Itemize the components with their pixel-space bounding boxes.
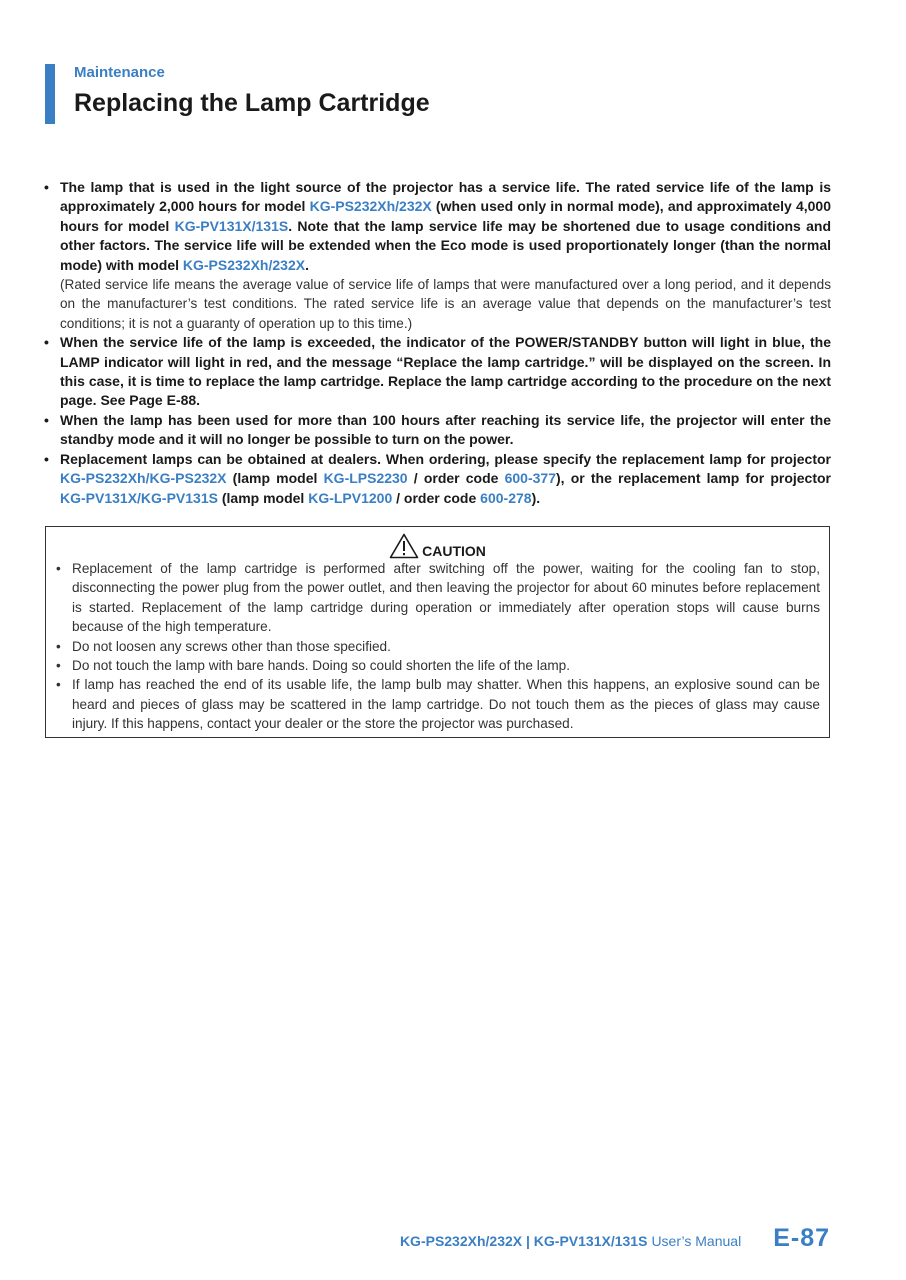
- caution-title: CAUTION: [422, 543, 486, 559]
- model-link: KG-PS232Xh/232X: [309, 198, 432, 215]
- order-code: 600-278: [480, 489, 532, 506]
- bullet: •: [56, 677, 61, 693]
- note-item-replacement-order: • Replacement lamps can be obtained at dealers. When ordering, please specify the replacement lamp for projector KG-PS232Xh/KG-PS232X (lamp model KG-LPS2230 / order code 600-377), or the replacement lamp for projector KG-PV131X/KG-PV131S (lamp model KG-LPV1200 / order code 600-278).: [44, 450, 832, 506]
- caution-box: [45, 526, 830, 738]
- bullet: •: [44, 334, 49, 351]
- bullet: •: [56, 561, 61, 576]
- bullet: •: [44, 450, 49, 467]
- bullet: •: [44, 179, 49, 195]
- order-code: 600-377: [504, 470, 556, 487]
- caution-heading: [46, 533, 829, 559]
- lamp-model: KG-LPV1200: [308, 489, 393, 506]
- note-item-indicator: • When the service life of the lamp is exceeded, the indicator of the POWER/STANDBY button will light in blue, the LAMP indicator will light in red, and the message “Replace the lamp cartridge.” will be displayed on the screen. In this case, it is time to replace the lamp cartridge. Replace the lamp cartridge according to the procedure on the next page. See Page E-88.: [44, 334, 831, 409]
- notes-list: [44, 178, 831, 508]
- footer-manual-label: User’s Manual: [651, 1233, 742, 1249]
- warning-triangle-icon: [389, 533, 419, 559]
- bullet: •: [44, 411, 49, 428]
- section-label: Maintenance: [74, 64, 165, 81]
- caution-item: • If lamp has reached the end of its usable life, the lamp bulb may shatter. When this happens, an explosive sound can be heard and pieces of glass may be scattered in the lamp cartridge. Do not touch them as the pieces of glass may cause injury. If this happens, contact your dealer or the store the projector was purchased.: [56, 677, 820, 732]
- page-number: E-87: [773, 1224, 830, 1252]
- bullet: •: [56, 658, 61, 674]
- model-link: KG-PS232Xh/KG-PS232X: [60, 470, 227, 487]
- caution-item: • Do not loosen any screws other than those specified.: [56, 637, 820, 656]
- lamp-model: KG-LPS2230: [323, 470, 408, 487]
- bullet: •: [56, 638, 61, 654]
- caution-list: [46, 559, 829, 734]
- note-item-standby: • When the lamp has been used for more than 100 hours after reaching its service life, the projector will enter the standby mode and it will no longer be possible to turn on the power.: [44, 411, 831, 448]
- rated-life-note: (Rated service life means the average value of service life of lamps that were manufactured over a long period, and it depends on the manufacturer’s test conditions. The rated service life is an average value that depends on the manufacturer’s test conditions; it is not a guaranty of operation up to this time.): [60, 277, 831, 331]
- model-link: KG-PS232Xh/232X: [182, 256, 306, 273]
- page-title: Replacing the Lamp Cartridge: [74, 89, 430, 117]
- section-accent-bar: [45, 64, 55, 124]
- page-footer: [400, 1224, 830, 1253]
- caution-item: • Do not touch the lamp with bare hands. Doing so could shorten the life of the lamp.: [56, 656, 820, 675]
- model-link: KG-PV131X/131S: [174, 217, 289, 234]
- footer-models: KG-PS232Xh/232X | KG-PV131X/131S: [399, 1233, 648, 1249]
- caution-item: • Replacement of the lamp cartridge is performed after switching off the power, waiting for the cooling fan to stop, disconnecting the power plug from the power outlet, and then leaving the projector for about 60 minutes before replacement is started. Replacement of the lamp cartridge during operation or immediately after operation stops will cause burns because of the high temperature.: [56, 561, 820, 635]
- note-item-service-life: • The lamp that is used in the light source of the projector has a service life. The rated service life of the lamp is approximately 2,000 hours for model KG-PS232Xh/232X (when used only in normal mode), and approximately 4,000 hours for model KG-PV131X/131S. Note that the lamp service life may be shortened due to usage conditions and other factors. The service life will be extended when the Eco mode is used proportionately longer (than the normal mode) with model KG-PS232Xh/232X. (Rated service life means the average value of service life of lamps that were manufactured over a long period, and it depends on the manufacturer’s test conditions. The rated service life is an average value that depends on the manufacturer’s test conditions; it is not a guaranty of operation up to this time.): [44, 178, 831, 333]
- model-link: KG-PV131X/KG-PV131S: [60, 489, 218, 506]
